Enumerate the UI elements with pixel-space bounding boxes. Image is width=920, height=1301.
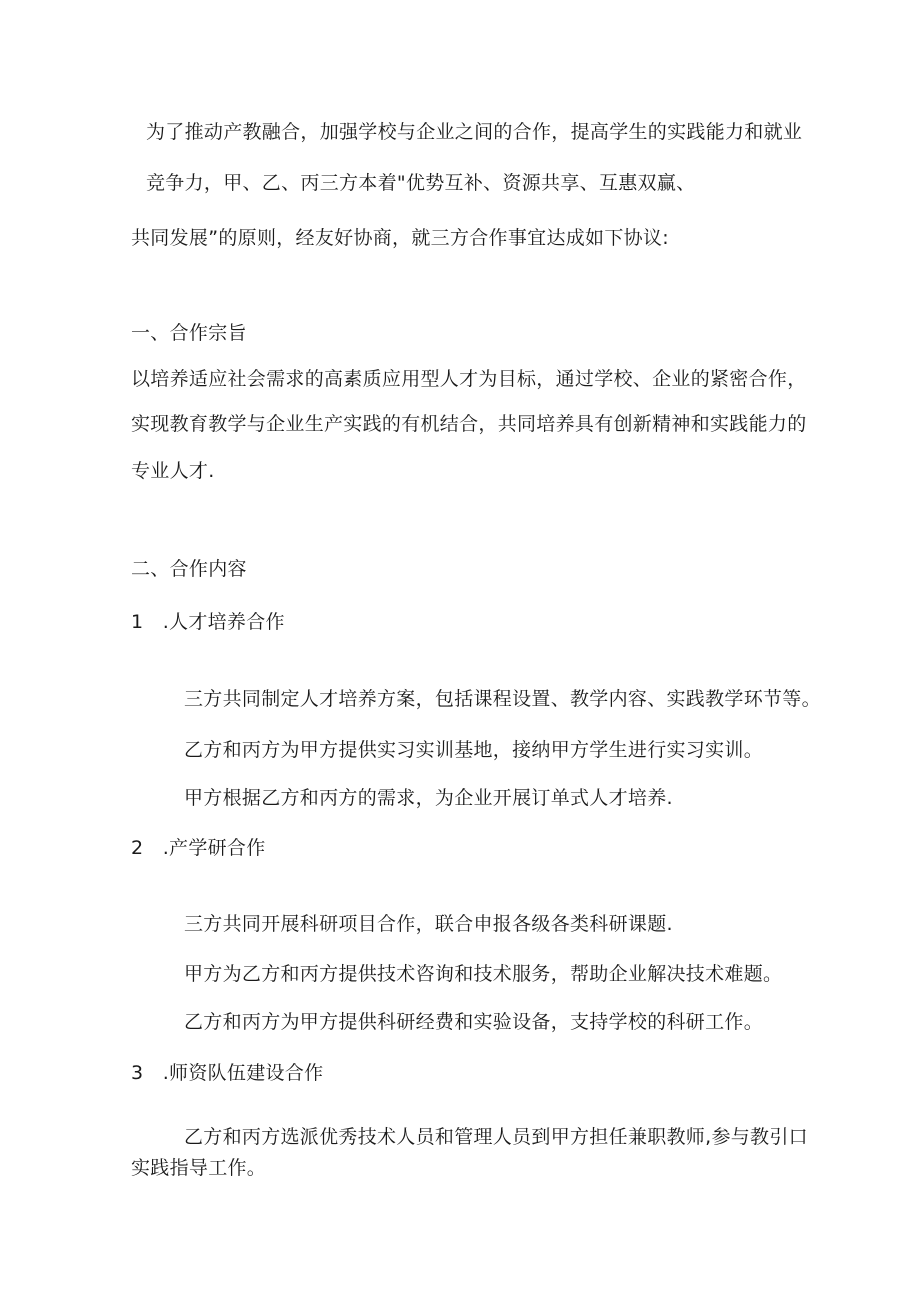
- section-1-line-1: 以培养适应社会需求的高素质应用型人才为目标，通过学校、企业的紧密合作，: [131, 368, 807, 390]
- subsection-3-item-line-2: 实践指导工作。: [131, 1157, 267, 1179]
- section-1-heading: 一、合作宗旨: [131, 322, 247, 344]
- subsection-3-title: 3 .师资队伍建设合作: [131, 1062, 324, 1084]
- subsection-1-item-2: 乙方和丙方为甲方提供实习实训基地，接纳甲方学生进行实习实训。: [184, 739, 764, 761]
- subsection-2-title: 2 .产学研合作: [131, 837, 266, 859]
- intro-line-2: 竞争力，甲、乙、丙三方本着"优势互补、资源共享、互惠双赢、: [146, 172, 696, 194]
- intro-line-3: 共同发展”的原则，经友好协商，就三方合作事宜达成如下协议:: [131, 227, 669, 249]
- subsection-2-item-2: 甲方为乙方和丙方提供技术咨询和技术服务，帮助企业解决技术难题。: [184, 963, 783, 985]
- subsection-1-item-1: 三方共同制定人才培养方案，包括课程设置、教学内容、实践教学环节等。: [184, 688, 821, 710]
- subsection-2-item-3: 乙方和丙方为甲方提供科研经费和实验设备，支持学校的科研工作。: [184, 1011, 764, 1033]
- section-1-line-3: 专业人才.: [131, 460, 215, 482]
- section-1-line-2: 实现教育教学与企业生产实践的有机结合，共同培养具有创新精神和实践能力的: [131, 413, 807, 435]
- subsection-3-item-line-1: 乙方和丙方选派优秀技术人员和管理人员到甲方担任兼职教师,参与教引口: [184, 1126, 808, 1148]
- subsection-2-item-1: 三方共同开展科研项目合作，联合申报各级各类科研课题.: [184, 913, 673, 935]
- subsection-1-title: 1 .人才培养合作: [131, 611, 285, 633]
- intro-line-1: 为了推动产教融合，加强学校与企业之间的合作，提高学生的实践能力和就业: [146, 121, 803, 143]
- subsection-1-item-3: 甲方根据乙方和丙方的需求，为企业开展订单式人才培养.: [184, 787, 673, 809]
- section-2-heading: 二、合作内容: [131, 558, 247, 580]
